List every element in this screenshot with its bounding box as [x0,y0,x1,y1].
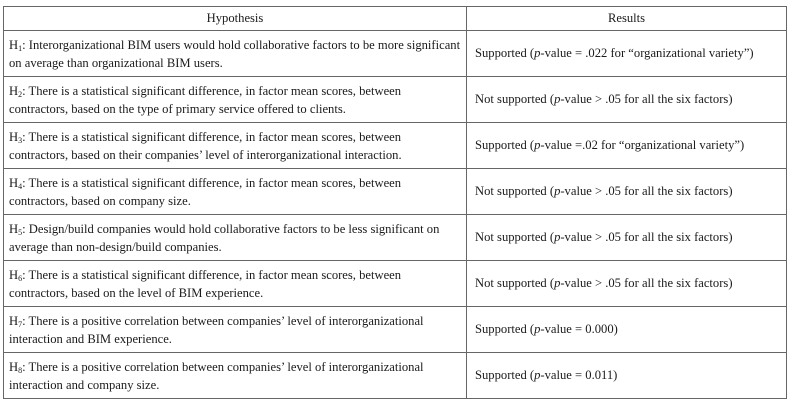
table-row [4,353,787,399]
hypothesis-results-table [3,6,787,399]
hypothesis-text: There is a statistical significant difference, in factor mean scores, between contractors, based on their companies’ level of interorganizational interaction. [9,129,402,162]
table-row [4,31,787,77]
hypothesis-label: H [9,221,19,236]
hypothesis-cell [4,261,467,307]
hypothesis-text: There is a statistical significant difference, in factor mean scores, between contractors, based on company size. [9,175,402,208]
label-separator: : [22,221,29,236]
result-status: Not supported ( [475,92,555,106]
result-detail: -value > .05 for all the six factors) [560,276,733,290]
hypothesis-cell [4,31,467,77]
hypothesis-cell [4,215,467,261]
hypothesis-label: H [9,83,19,98]
result-status: Supported ( [475,46,535,60]
result-cell [467,215,787,261]
hypothesis-text: There is a statistical significant difference, in factor mean scores, between contractors, based on the type of primary service offered to clients. [9,83,402,116]
result-detail: -value > .05 for all the six factors) [560,230,733,244]
result-detail: -value = 0.011) [540,368,618,382]
p-symbol: p [534,322,541,336]
label-separator: : [22,313,29,328]
result-cell [467,169,787,215]
table-row [4,307,787,353]
hypothesis-number: 6 [18,273,23,283]
label-separator: : [22,267,29,282]
p-symbol: p [554,276,561,290]
hypothesis-cell [4,123,467,169]
result-status: Not supported ( [475,184,555,198]
result-cell [467,261,787,307]
hypothesis-text: Design/build companies would hold collaborative factors to be less significant on average than non-design/build companies. [9,221,440,254]
hypothesis-label: H [9,267,19,282]
hypothesis-number: 8 [18,365,23,375]
label-separator: : [22,83,29,98]
table-row [4,123,787,169]
results-column-header: Results [467,7,787,31]
result-detail: -value > .05 for all the six factors) [560,92,733,106]
p-symbol: p [554,230,561,244]
label-separator: : [22,129,29,144]
hypothesis-text: There is a positive correlation between companies’ level of interorganizational interaction and company size. [9,359,424,392]
table-row [4,169,787,215]
p-symbol: p [534,368,541,382]
result-cell [467,307,787,353]
hypothesis-number: 5 [18,227,23,237]
result-status: Supported ( [475,322,535,336]
result-status: Supported ( [475,138,535,152]
result-cell [467,31,787,77]
hypothesis-number: 1 [18,43,23,53]
result-detail: -value =.02 for “organizational variety”) [540,138,745,152]
result-detail: -value > .05 for all the six factors) [560,184,733,198]
hypothesis-cell [4,307,467,353]
hypothesis-text: There is a positive correlation between companies’ level of interorganizational interaction and BIM experience. [9,313,424,346]
result-cell [467,353,787,399]
header-row [4,7,787,31]
result-status: Not supported ( [475,276,555,290]
result-status: Not supported ( [475,230,555,244]
table-row [4,77,787,123]
label-separator: : [22,359,29,374]
hypothesis-cell [4,353,467,399]
result-detail: -value = .022 for “organizational variety”) [540,46,754,60]
result-detail: -value = 0.000) [540,322,618,336]
table-row [4,215,787,261]
p-symbol: p [534,46,541,60]
p-symbol: p [554,92,561,106]
hypothesis-text: There is a statistical significant difference, in factor mean scores, between contractors, based on the level of BIM experience. [9,267,402,300]
hypothesis-label: H [9,129,19,144]
hypothesis-number: 2 [18,89,23,99]
hypothesis-cell [4,77,467,123]
hypothesis-label: H [9,175,19,190]
hypothesis-label: H [9,359,19,374]
label-separator: : [22,175,29,190]
table-row [4,261,787,307]
hypothesis-text: Interorganizational BIM users would hold collaborative factors to be more significant on average than organizational BIM users. [9,37,461,70]
hypothesis-label: H [9,37,19,52]
label-separator: : [22,37,29,52]
result-status: Supported ( [475,368,535,382]
result-cell [467,123,787,169]
hypothesis-column-header: Hypothesis [4,7,467,31]
p-symbol: p [534,138,541,152]
hypothesis-number: 4 [18,181,23,191]
hypothesis-cell [4,169,467,215]
p-symbol: p [554,184,561,198]
hypothesis-number: 3 [18,135,23,145]
result-cell [467,77,787,123]
hypothesis-label: H [9,313,19,328]
hypothesis-number: 7 [18,319,23,329]
